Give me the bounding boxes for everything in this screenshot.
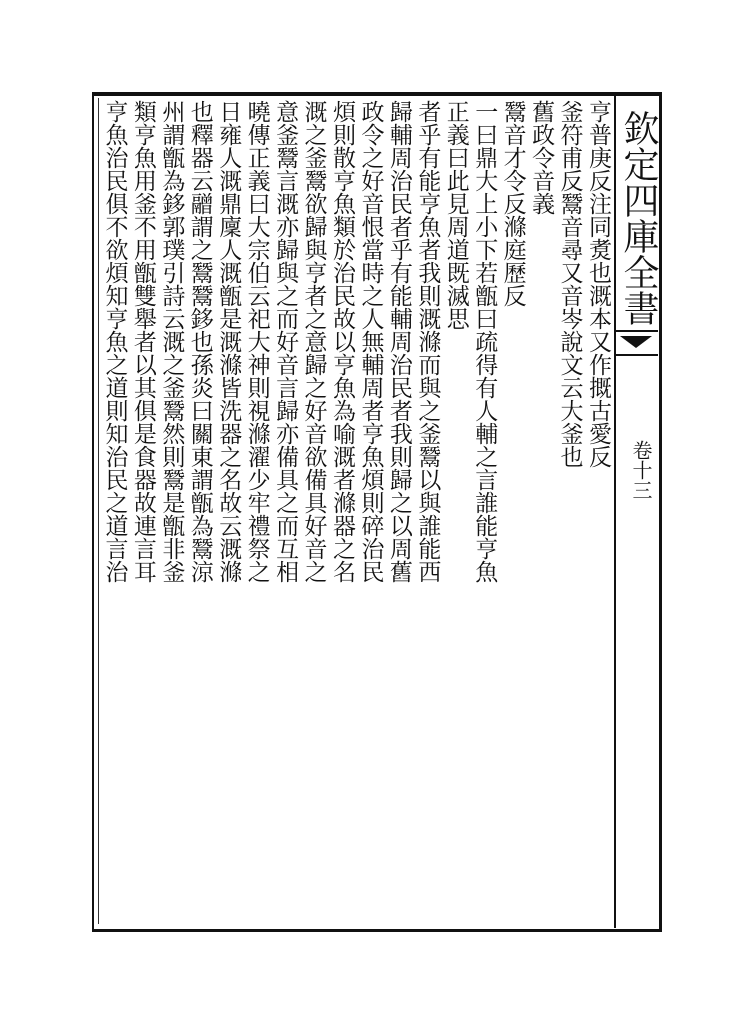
book-title: 欽定四庫全書: [618, 110, 659, 326]
column-text: 鬵音才令反滌庭歷反: [499, 100, 526, 307]
column-text: 者乎有能亨魚者我則溉滌而與之釜鬵以與誰能西: [414, 100, 441, 583]
main-text-left: [100, 100, 340, 920]
commentary-mark: 疏: [471, 330, 498, 353]
column-text: 亨普庚反注同煑也溉本又作摡古愛反: [584, 100, 611, 468]
column-text: 也釋器云䰝謂之鬵鬵鉹也孫炎曰關東謂甑為鬵涼: [186, 100, 213, 583]
column-text: 煩則散亨魚類於治民故以亨魚為喻溉者滌器之名: [328, 100, 355, 583]
text-column: [584, 100, 612, 920]
column-text: 類亨魚用釜不用甑雙舉者以其俱是食器故連言耳: [129, 100, 156, 583]
column-text: 亨魚治民俱不欲煩知亨魚之道則知治民之道言治: [101, 100, 128, 583]
text-column: [527, 100, 555, 920]
column-text: 正義曰此見周道既滅思: [442, 100, 469, 330]
column-text: 釜符甫反鬵音尋又音岑說文云大釜也: [556, 100, 583, 468]
inner-border-line: [98, 98, 99, 924]
heading-text: 舊政令音義: [528, 100, 555, 215]
column-text: 政令之好音恨當時之人無輔周者亨魚煩則碎治民: [357, 100, 384, 583]
volume-label: 卷十三: [629, 440, 653, 500]
text-column: [470, 100, 498, 920]
text-column: [498, 100, 526, 920]
column-text: 曉傳正義曰大宗伯云祀大神則視滌濯少牢禮祭之: [243, 100, 270, 583]
text-column: [441, 100, 469, 920]
fish-tail-mark: [616, 330, 658, 356]
column-text: 得有人輔之言誰能亨魚: [471, 353, 498, 583]
column-text: 日雍人溉鼎廩人溉甑是溉滌皆洗器之名故云溉滌: [215, 100, 242, 583]
text-column: [356, 100, 384, 920]
column-text: 溉之釜鬵欲歸與亨者之意歸之好音欲備具好音之: [300, 100, 327, 583]
column-text: 州謂甑為鉹郭璞引詩云溉之釜鬵然則鬵是甑非釜: [158, 100, 185, 583]
column-text: 歸輔周治民者乎有能輔周治民者我則歸之以周舊: [385, 100, 412, 583]
text-column: [384, 100, 412, 920]
column-text: 意釜鬵言溉亦歸與之而好音言歸亦備具之而互相: [272, 100, 299, 583]
column-text: 一曰鼎大上小下若甑曰: [471, 100, 498, 330]
text-column: [413, 100, 441, 920]
text-column: [555, 100, 583, 920]
